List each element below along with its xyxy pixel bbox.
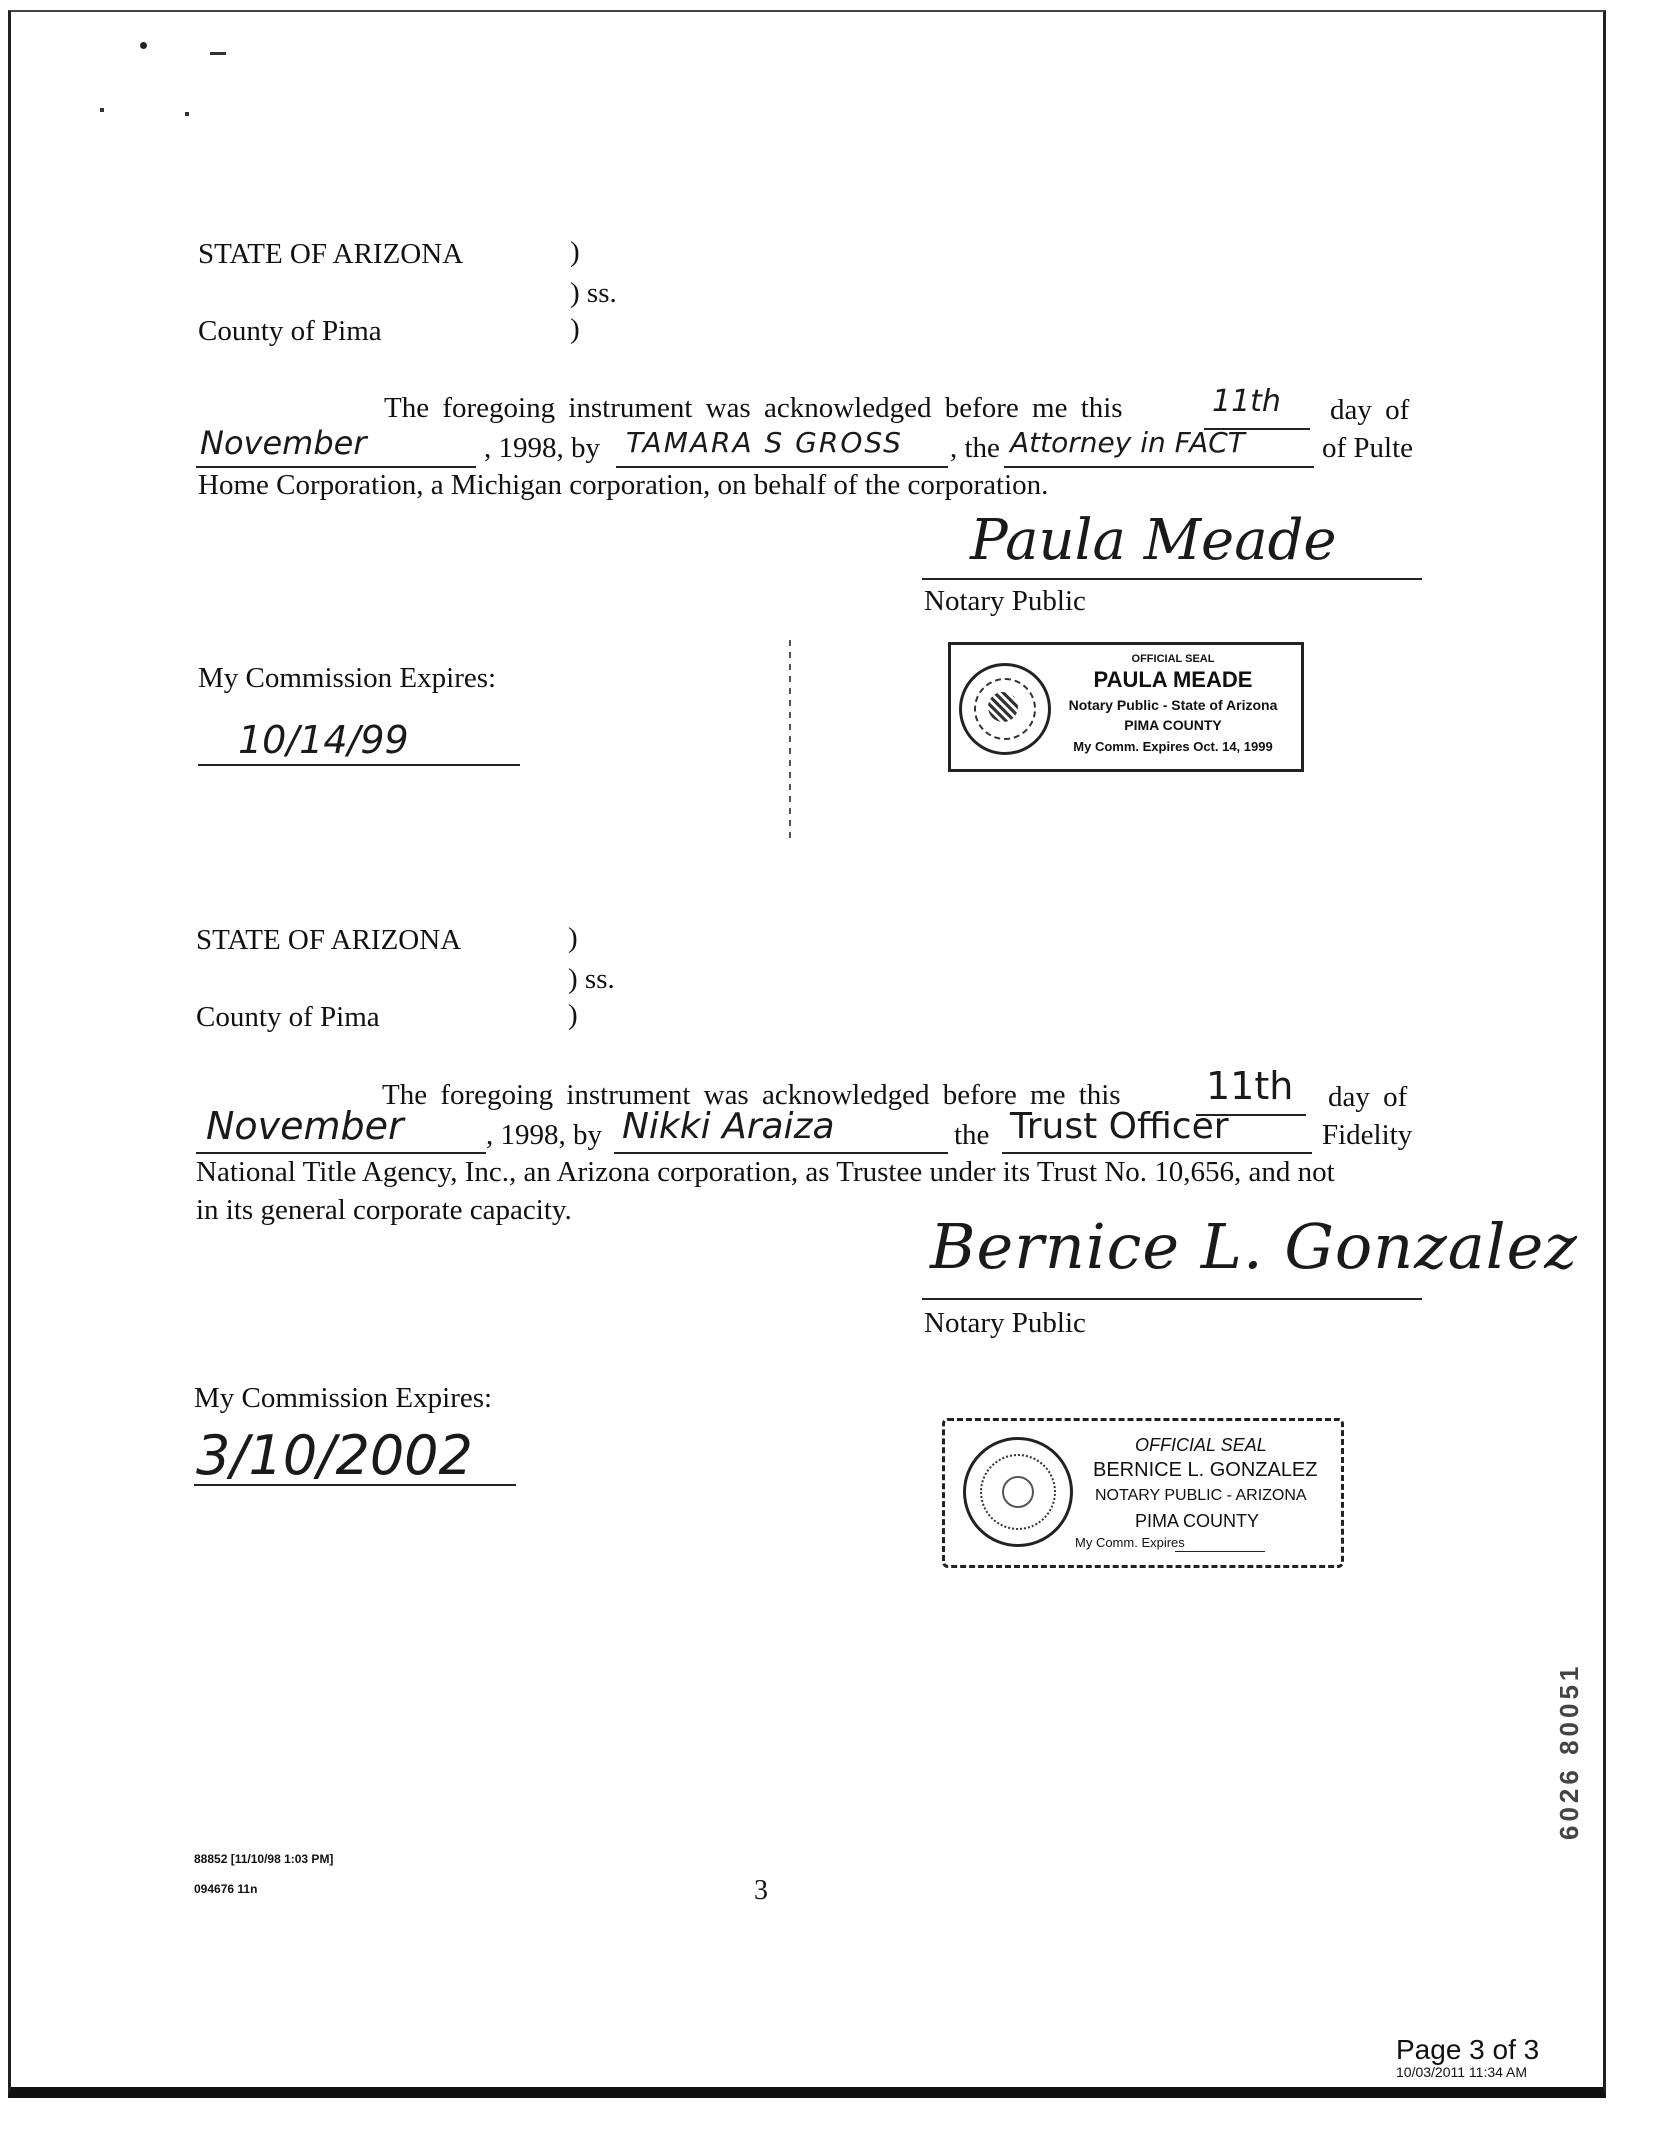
seal2-name: BERNICE L. GONZALEZ xyxy=(1093,1459,1318,1481)
year-by-1: , 1998, by xyxy=(484,432,600,464)
name-handwritten-1: TAMARA S GROSS xyxy=(626,426,903,459)
scan-speck xyxy=(140,42,147,49)
commission-label-2: My Commission Expires: xyxy=(194,1382,493,1414)
paren-2c: ) xyxy=(568,999,578,1031)
scan-speck xyxy=(185,112,189,116)
notary-line-1 xyxy=(922,578,1422,580)
paren-2a: ) xyxy=(568,922,578,954)
seal2-notary: NOTARY PUBLIC - ARIZONA xyxy=(1095,1487,1307,1504)
scan-mark xyxy=(789,640,791,840)
doc-id-line2: 094676 11n xyxy=(194,1882,258,1896)
ack-line4-2: in its general corporate capacity. xyxy=(196,1194,572,1226)
side-document-stamp: 6026 80051 xyxy=(1554,1662,1584,1840)
seal2-official: OFFICIAL SEAL xyxy=(1135,1435,1267,1455)
commission-line-1 xyxy=(198,764,520,766)
the-label-1: , the xyxy=(950,432,1000,464)
day-of-1: day of xyxy=(1330,394,1410,426)
paren-1a: ) xyxy=(570,236,580,268)
title-handwritten-2: Trust Officer xyxy=(1010,1106,1229,1147)
title-handwritten-1: Attorney in FACT xyxy=(1010,426,1245,459)
of-pulte: of Pulte xyxy=(1322,432,1414,464)
seal2-expires: My Comm. Expires xyxy=(1075,1535,1185,1550)
the-label-2: the xyxy=(954,1119,990,1151)
county-heading-2: County of Pima xyxy=(196,1001,380,1033)
ss-1: ) ss. xyxy=(570,277,617,309)
month-handwritten-1: November xyxy=(200,424,367,462)
commission-date-1: 10/14/99 xyxy=(238,718,409,762)
seal1-official: OFFICIAL SEAL xyxy=(1131,653,1215,665)
day-handwritten-1: 11th xyxy=(1212,384,1281,419)
commission-label-1: My Commission Expires: xyxy=(198,662,497,694)
day-of-2: day of xyxy=(1328,1081,1408,1113)
page-of-pages: Page 3 of 3 xyxy=(1396,2034,1540,2065)
seal1-name: PAULA MEADE xyxy=(1093,667,1253,692)
scan-speck xyxy=(100,108,104,112)
day-handwritten-2: 11th xyxy=(1206,1064,1294,1108)
fidelity-label: Fidelity xyxy=(1322,1119,1413,1151)
notary-line-2 xyxy=(922,1298,1422,1300)
seal1-county: PIMA COUNTY xyxy=(1124,717,1222,733)
print-timestamp: 10/03/2011 11:34 AM xyxy=(1396,2064,1528,2080)
seal1-state: Notary Public - State of Arizona xyxy=(1068,697,1278,713)
commission-date-2: 3/10/2002 xyxy=(196,1424,473,1487)
state-heading-2: STATE OF ARIZONA xyxy=(196,924,462,956)
signature-paula-meade: Paula Meade xyxy=(970,508,1337,573)
title-line-1 xyxy=(1004,466,1314,468)
official-seal-paula-meade xyxy=(948,642,1304,772)
name-handwritten-2: Nikki Araiza xyxy=(622,1106,835,1147)
state-heading-1: STATE OF ARIZONA xyxy=(198,238,464,270)
county-heading-1: County of Pima xyxy=(198,315,382,347)
month-handwritten-2: November xyxy=(206,1104,404,1148)
ack-line3-1: Home Corporation, a Michigan corporation, on behalf of the corporation. xyxy=(198,469,1049,501)
ack-intro-2: The foregoing instrument was acknowledged before me this xyxy=(382,1079,1121,1111)
paren-1c: ) xyxy=(570,313,580,345)
doc-id-line1: 88852 [11/10/98 1:03 PM] xyxy=(194,1852,334,1866)
seal1-expires: My Comm. Expires Oct. 14, 1999 xyxy=(1073,739,1273,754)
ss-2: ) ss. xyxy=(568,963,615,995)
signature-bernice-gonzalez: Bernice L. Gonzalez xyxy=(930,1210,1578,1283)
ack-intro-1: The foregoing instrument was acknowledged before me this xyxy=(384,392,1123,424)
official-seal-bernice-gonzalez xyxy=(942,1418,1344,1568)
notary-label-2: Notary Public xyxy=(924,1307,1086,1339)
seal2-county: PIMA COUNTY xyxy=(1135,1511,1260,1531)
scan-speck xyxy=(210,52,226,55)
year-by-2: , 1998, by xyxy=(486,1119,602,1151)
seal2-expires-line xyxy=(1175,1551,1265,1552)
ack-line3-2: National Title Agency, Inc., an Arizona corporation, as Trustee under its Trust No. 10,656, and not xyxy=(196,1156,1335,1188)
notary-label-1: Notary Public xyxy=(924,585,1086,617)
page-number: 3 xyxy=(754,1875,768,1906)
state-seal-icon xyxy=(963,1437,1073,1547)
state-seal-icon xyxy=(959,663,1051,755)
